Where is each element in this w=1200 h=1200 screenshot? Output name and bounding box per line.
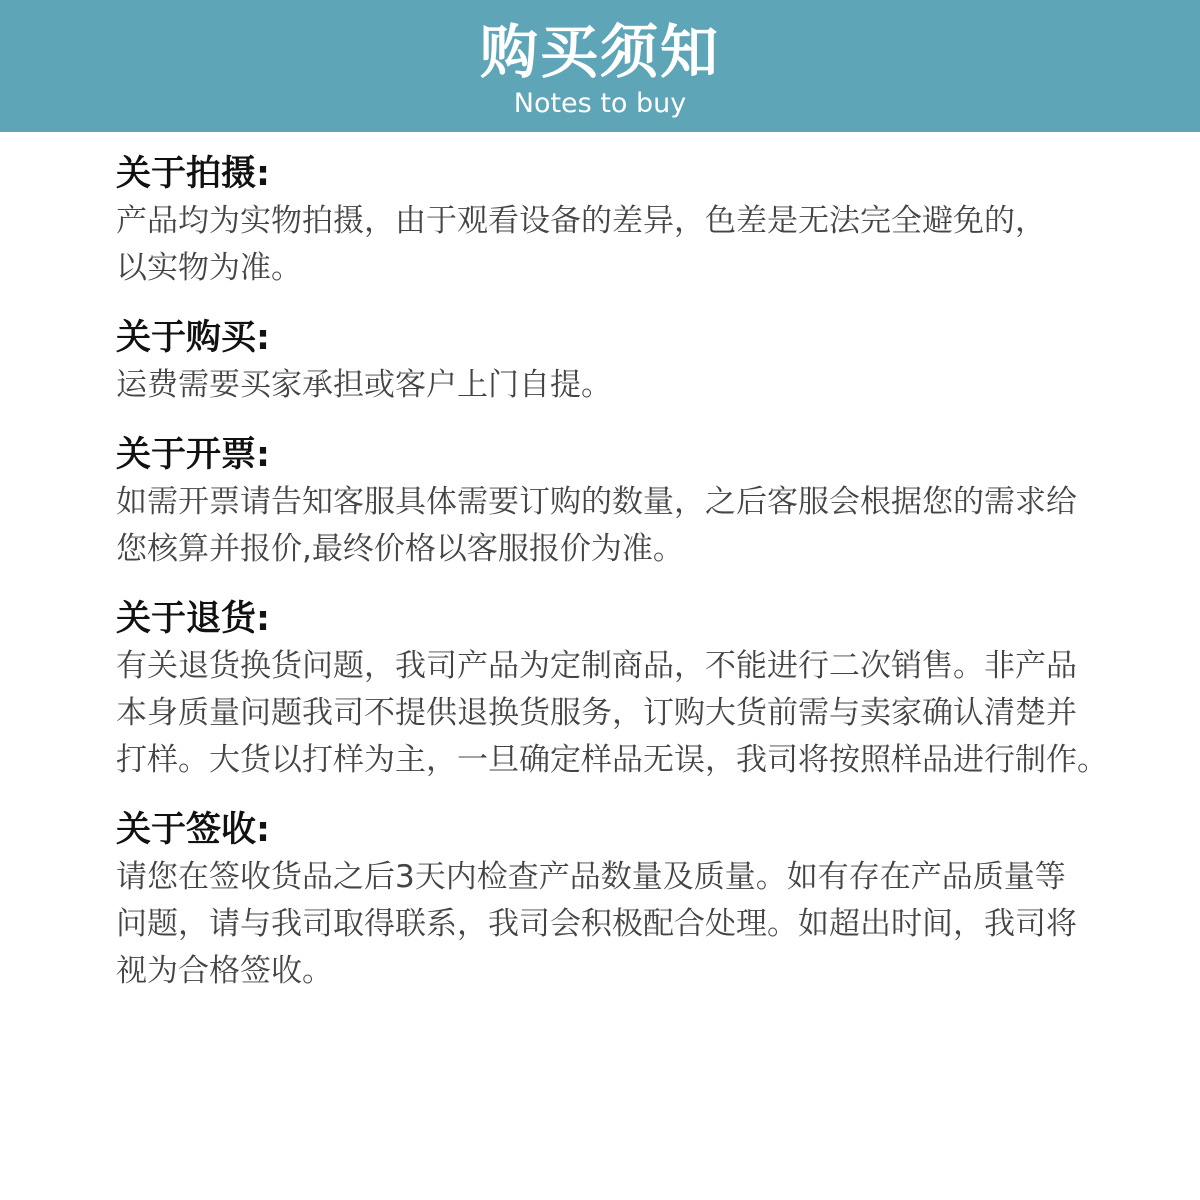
section-purchase [116, 314, 1160, 409]
section-line: 视为合格签收。 [116, 953, 333, 989]
section-body [116, 643, 1160, 784]
section-line: 本身质量问题我司不提供退换货服务，订购大货前需与卖家确认清楚并 [116, 695, 1077, 731]
section-line: 以实物为准。 [116, 250, 302, 286]
section-heading: 关于开票: [116, 435, 270, 475]
page-title: 购买须知 [479, 18, 720, 86]
section-line: 产品均为实物拍摄，由于观看设备的差异，色差是无法完全避免的， [116, 203, 1046, 239]
section-heading: 关于签收: [116, 810, 270, 850]
section-receipt [116, 806, 1160, 995]
section-body [116, 198, 1160, 292]
section-line: 问题，请与我司取得联系，我司会积极配合处理。如超出时间，我司将 [116, 906, 1077, 942]
section-heading: 关于退货: [116, 599, 270, 639]
section-line: 有关退货换货问题，我司产品为定制商品，不能进行二次销售。非产品 [116, 648, 1077, 684]
section-body [116, 479, 1160, 573]
section-invoice [116, 431, 1160, 573]
section-returns [116, 595, 1160, 784]
section-line: 您核算并报价,最终价格以客服报价为准。 [116, 531, 684, 567]
section-heading: 关于拍摄: [116, 154, 270, 194]
section-body [116, 362, 1160, 409]
section-line: 如需开票请告知客服具体需要订购的数量，之后客服会根据您的需求给 [116, 484, 1077, 520]
section-line: 打样。大货以打样为主，一旦确定样品无误，我司将按照样品进行制作。 [116, 742, 1108, 778]
section-body [116, 854, 1160, 995]
section-line: 运费需要买家承担或客户上门自提。 [116, 367, 612, 403]
section-heading: 关于购买: [116, 318, 270, 358]
page-subtitle: Notes to buy [513, 88, 687, 119]
section-photography [116, 150, 1160, 292]
section-line: 请您在签收货品之后3天内检查产品数量及质量。如有存在产品质量等 [116, 859, 1066, 895]
notes-content [0, 132, 1200, 995]
header-banner [0, 0, 1200, 132]
